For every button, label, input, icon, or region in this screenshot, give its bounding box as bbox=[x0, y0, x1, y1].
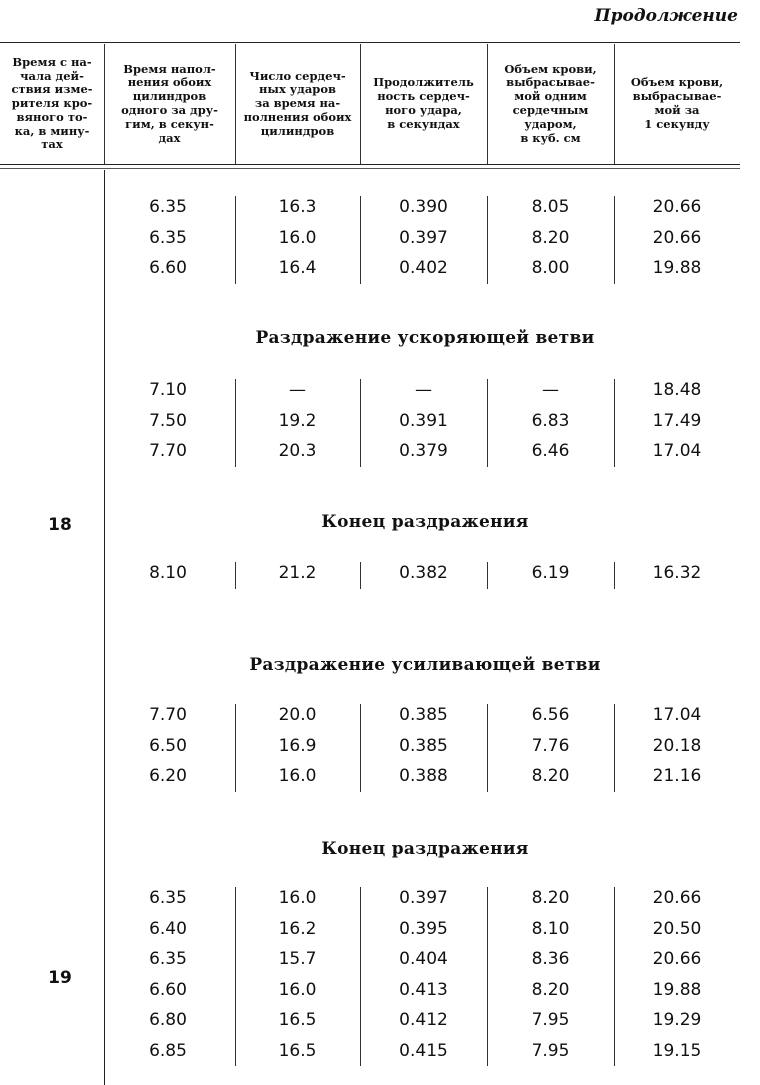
table-cell: 17.49 bbox=[652, 410, 702, 431]
table-cell: 8.20 bbox=[531, 888, 570, 908]
table-cell: 0.388 bbox=[399, 766, 448, 786]
table-cell: 20.3 bbox=[278, 441, 317, 461]
time-column-border bbox=[104, 170, 105, 1085]
section-title: Конец раздражения bbox=[321, 839, 529, 859]
table-cell: 19.29 bbox=[652, 1010, 702, 1030]
table-cell: 8.00 bbox=[531, 258, 570, 278]
table-cell: 8.20 bbox=[531, 227, 570, 248]
table-cell: 6.40 bbox=[149, 918, 187, 939]
table-cell: 0.404 bbox=[399, 949, 448, 969]
header-fill-time: Время напол- нения обоих цилиндров одного за дру- гим, в секун- дах bbox=[121, 61, 218, 145]
table-cell: 0.412 bbox=[399, 1010, 448, 1030]
table-cell: 6.56 bbox=[531, 705, 570, 725]
table-cell: 6.35 bbox=[149, 197, 187, 217]
table-cell: 16.3 bbox=[278, 197, 317, 217]
table-cell: — bbox=[542, 380, 559, 400]
table-cell: 0.385 bbox=[399, 705, 448, 725]
table-cell: 21.16 bbox=[652, 766, 702, 786]
section-title: Раздражение ускоряющей ветви bbox=[255, 328, 595, 348]
table-cell: 7.95 bbox=[531, 1010, 570, 1030]
table-cell: 0.415 bbox=[399, 1040, 448, 1061]
header-bottom-rule bbox=[0, 164, 740, 165]
table-cell: 20.66 bbox=[652, 888, 702, 908]
table-cell: 6.60 bbox=[149, 979, 187, 1000]
table-cell: 7.50 bbox=[149, 410, 187, 431]
table-cell: 16.5 bbox=[278, 1040, 317, 1061]
table-cell: 0.382 bbox=[399, 563, 448, 583]
table-cell: 16.32 bbox=[652, 563, 702, 583]
table-cell: 16.0 bbox=[278, 979, 317, 1000]
table-cell: 0.390 bbox=[399, 197, 448, 217]
header-volume-per-second: Объем крови, выбрасывае- мой за 1 секунду bbox=[630, 75, 724, 131]
header-beat-duration: Продолжитель ность сердеч- ного удара, в секундах bbox=[373, 75, 474, 131]
table-cell: 16.0 bbox=[278, 766, 317, 786]
table-cell: 6.19 bbox=[531, 563, 570, 583]
table-cell: 7.10 bbox=[149, 380, 187, 400]
table-cell: 16.0 bbox=[278, 227, 317, 248]
table-cell: 19.88 bbox=[652, 979, 702, 1000]
table-cell: 8.05 bbox=[531, 197, 570, 217]
table-cell: 0.385 bbox=[399, 735, 448, 756]
time-label-19: 19 bbox=[48, 968, 72, 988]
table-cell: 0.395 bbox=[399, 918, 448, 939]
table-cell: 18.48 bbox=[652, 380, 702, 400]
header-time-minutes: Время с на- чала дей- ствия изме- рителя кро- вяного то- ка, в мину- тах bbox=[11, 54, 93, 152]
table-cell: 21.2 bbox=[278, 563, 317, 583]
table-cell: 20.0 bbox=[278, 705, 317, 725]
table-cell: 8.36 bbox=[531, 949, 570, 969]
table-cell: 20.66 bbox=[652, 227, 702, 248]
table-cell: — bbox=[415, 380, 432, 400]
table-cell: 6.35 bbox=[149, 888, 187, 908]
table-cell: — bbox=[289, 380, 306, 400]
header-stroke-volume: Объем крови, выбрасывае- мой одним сердечным ударом, в куб. см bbox=[504, 61, 597, 145]
table-cell: 6.20 bbox=[149, 766, 187, 786]
table-cell: 0.391 bbox=[399, 410, 448, 431]
table-cell: 19.88 bbox=[652, 258, 702, 278]
table-cell: 7.76 bbox=[531, 735, 570, 756]
header-top-rule bbox=[0, 42, 740, 43]
table-cell: 15.7 bbox=[278, 949, 317, 969]
table-cell: 17.04 bbox=[652, 705, 702, 725]
table-cell: 0.379 bbox=[399, 441, 448, 461]
table-cell: 7.95 bbox=[531, 1040, 570, 1061]
section-title: Раздражение усиливающей ветви bbox=[249, 655, 601, 675]
table-cell: 19.2 bbox=[278, 410, 317, 431]
table-cell: 8.20 bbox=[531, 766, 570, 786]
table-cell: 8.10 bbox=[149, 563, 187, 583]
continuation-label: Продолжение bbox=[594, 6, 738, 26]
table-cell: 6.46 bbox=[531, 441, 570, 461]
table-cell: 6.83 bbox=[531, 410, 570, 431]
table-cell: 6.85 bbox=[149, 1040, 187, 1061]
section-title: Конец раздражения bbox=[321, 512, 529, 532]
table-cell: 0.397 bbox=[399, 227, 448, 248]
table-cell: 8.10 bbox=[531, 918, 570, 939]
table-cell: 7.70 bbox=[149, 441, 187, 461]
table-cell: 16.4 bbox=[278, 258, 317, 278]
table-cell: 16.0 bbox=[278, 888, 317, 908]
table-cell: 6.35 bbox=[149, 227, 187, 248]
header-beat-count: Число сердеч- ных ударов за время на- полнения обоих цилиндров bbox=[243, 68, 352, 138]
table-cell: 0.413 bbox=[399, 979, 448, 1000]
table-cell: 7.70 bbox=[149, 705, 187, 725]
table-cell: 16.2 bbox=[278, 918, 317, 939]
table-cell: 19.15 bbox=[652, 1040, 702, 1061]
table-cell: 6.80 bbox=[149, 1010, 187, 1030]
table-cell: 0.397 bbox=[399, 888, 448, 908]
header-bottom-rule-thin bbox=[0, 168, 740, 169]
table-cell: 0.402 bbox=[399, 258, 448, 278]
table-cell: 6.35 bbox=[149, 949, 187, 969]
table-cell: 20.66 bbox=[652, 949, 702, 969]
table-cell: 20.66 bbox=[652, 197, 702, 217]
table-cell: 20.18 bbox=[652, 735, 702, 756]
table-cell: 16.5 bbox=[278, 1010, 317, 1030]
table-cell: 20.50 bbox=[652, 918, 702, 939]
table-cell: 16.9 bbox=[278, 735, 317, 756]
table-cell: 8.20 bbox=[531, 979, 570, 1000]
table-cell: 17.04 bbox=[652, 441, 702, 461]
table-cell: 6.50 bbox=[149, 735, 187, 756]
table-cell: 6.60 bbox=[149, 258, 187, 278]
time-label-18: 18 bbox=[48, 515, 72, 535]
